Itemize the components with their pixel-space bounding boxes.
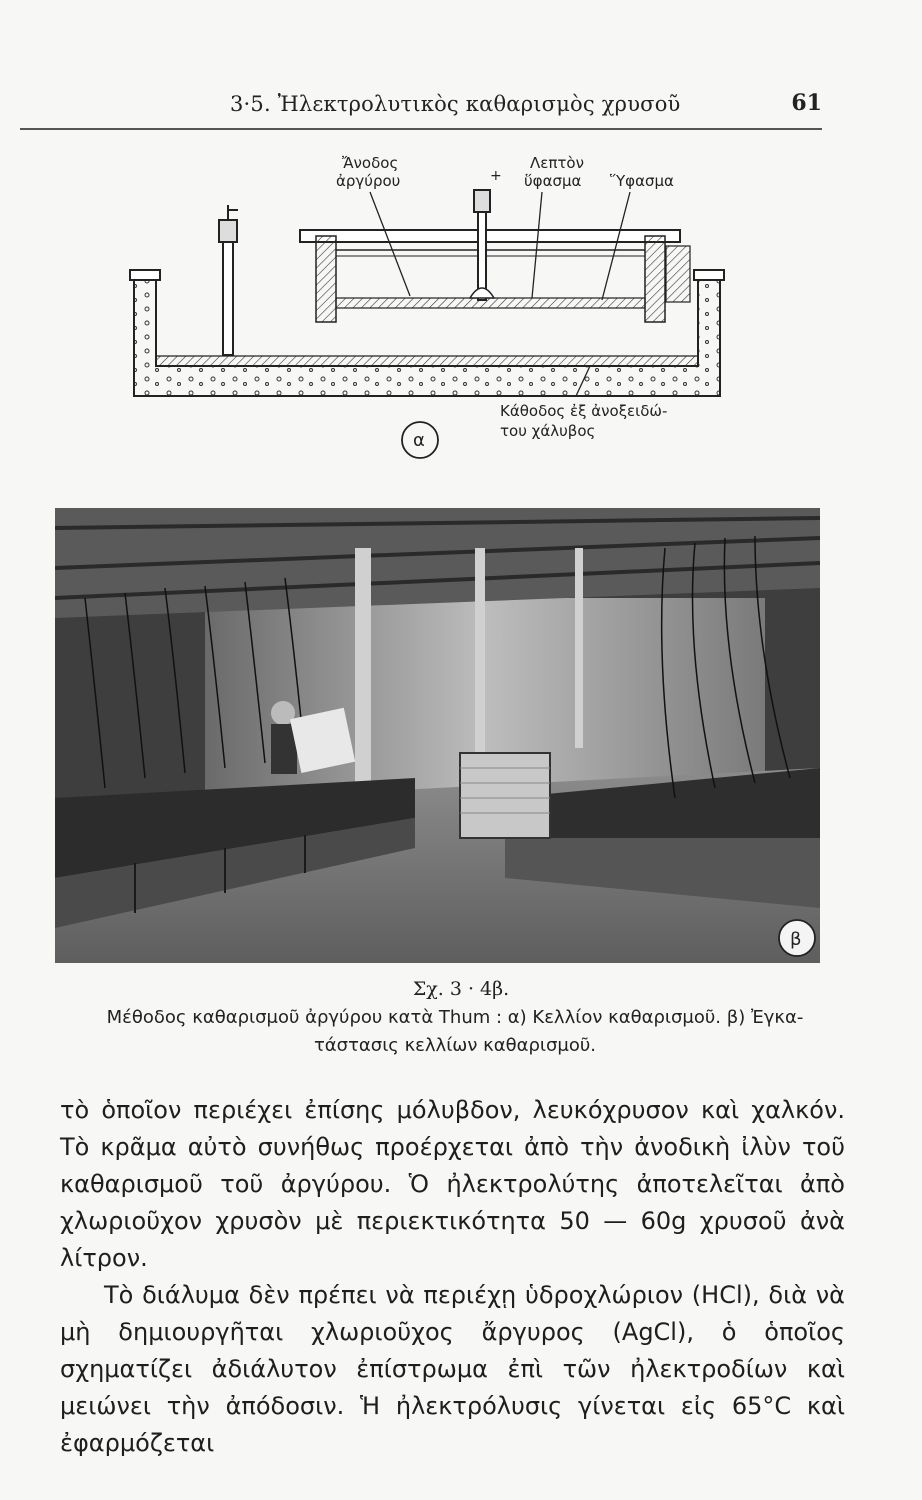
cathode-label-line2: του χάλυβος: [500, 422, 596, 440]
running-head: 3·5. Ἠλεκτρολυτικὸς καθαρισμὸς χρυσοῦ: [230, 92, 681, 116]
caption-line-2: τάστασις κελλίων καθαρισμοῦ.: [313, 1035, 597, 1056]
anode-label-line2: ἀργύρου: [336, 172, 401, 190]
refinery-photograph: [55, 508, 820, 963]
refining-cell-diagram: [120, 150, 840, 490]
cloth-label: Ὕφασμα: [610, 172, 674, 190]
panel-b-marker: [779, 920, 815, 956]
panel-a-letter: α: [413, 430, 425, 451]
cathode-label: Κάθοδος ἐξ ἀνοξειδώ-: [500, 402, 668, 420]
steel-cathode-lining: [156, 356, 698, 366]
left-electrode-stand: [219, 205, 238, 355]
fine-cloth-label-line2: ὕφασμα: [524, 172, 582, 190]
anode-label: Ἄνοδος: [342, 154, 399, 172]
header-rule: [20, 128, 822, 130]
body-text: [60, 1092, 845, 1462]
paragraph-1: τὸ ὁποῖον περιέχει ἐπίσης μόλυβδον, λευκόχρυσον καὶ χαλκόν. Τὸ κρᾶμα αὐτὸ συνήθως προέρχεται ἀπὸ τὴν ἀνοδικὴ ἰλὺν τοῦ καθαρισμοῦ τοῦ ἀργύρου. Ὁ ἠλεκτρολύτης ἀποτελεῖται ἀπὸ χλωριοῦχον χρυσὸν μὲ περιεκτικότητα 50 — 60g χρυσοῦ ἀνὰ λίτρον.: [60, 1096, 845, 1272]
center-anode-rod: [470, 190, 494, 300]
concrete-tank: [130, 270, 724, 396]
figure-caption: [55, 1004, 855, 1060]
figure-label: Σχ. 3 · 4β.: [412, 978, 510, 1000]
caption-line-1: Μέθοδος καθαρισμοῦ ἀργύρου κατὰ Thum : α) Κελλίον καθαρισμοῦ. β) Ἐγκα-: [106, 1007, 804, 1028]
anode-basket: [300, 230, 690, 322]
paragraph-2: Τὸ διάλυμα δὲν πρέπει νὰ περιέχῃ ὑδροχλώριον (HCl), διὰ νὰ μὴ δημιουργῆται χλωριοῦχος ἄργυρος (AgCl), ὁ ὁποῖος σχηματίζει ἀδιάλυτον ἐπίστρωμα ἐπὶ τῶν ἠλεκτροδίων καὶ μειώνει τὴν ἀπόδοσιν. Ἡ ἠλεκτρόλυσις γίνεται εἰς 65°C καὶ ἐφαρμόζεται: [60, 1281, 845, 1457]
fine-cloth-label: Λεπτὸν: [530, 154, 584, 172]
panel-a-marker: [402, 422, 438, 458]
sheet-stack: [460, 753, 550, 838]
page-number: 61: [791, 90, 822, 116]
plus-sign: +: [490, 168, 502, 184]
panel-b-letter: β: [790, 929, 802, 950]
